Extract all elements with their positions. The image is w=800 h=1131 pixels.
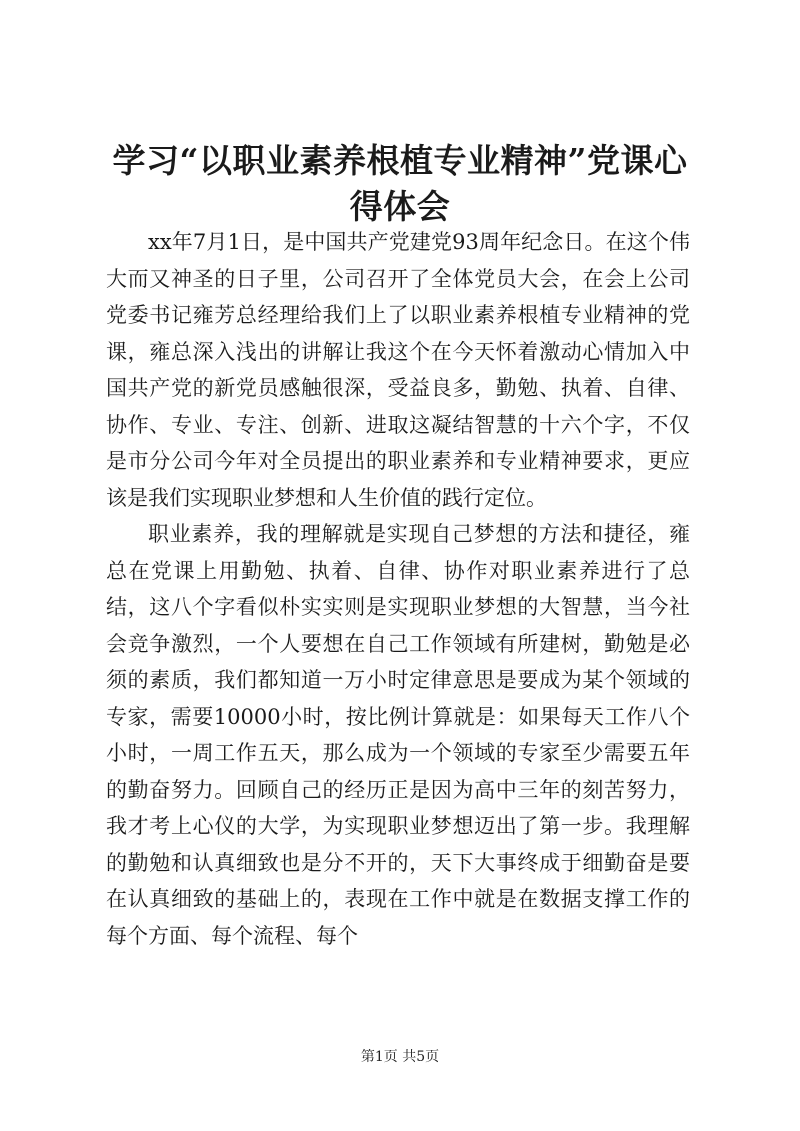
document-body: [106, 224, 690, 954]
document-title: 学习“以职业素养根植专业精神”党课心得体会: [112, 141, 688, 226]
paragraph-1: xx年7月1日，是中国共产党建党93周年纪念日。在这个伟大而又神圣的日子里，公司召开了全体党员大会，在会上公司党委书记雍芳总经理给我们上了以职业素养根植专业精神的党课，雍总深入浅出的讲解让我这个在今天怀着激动心情加入中国共产党的新党员感触很深，受益良多，勤勉、执着、自律、协作、专业、专注、创新、进取这凝结智慧的十六个字，不仅是市分公司今年对全员提出的职业素养和专业精神要求，更应该是我们实现职业梦想和人生价值的践行定位。: [106, 230, 690, 510]
page-footer: 第1页 共5页: [360, 1049, 440, 1065]
paragraph-2: 职业素养，我的理解就是实现自己梦想的方法和捷径，雍总在党课上用勤勉、执着、自律、协作对职业素养进行了总结，这八个字看似朴实实则是实现职业梦想的大智慧，当今社会竞争激烈，一个人要想在自己工作领域有所建树，勤勉是必须的素质，我们都知道一万小时定律意思是要成为某个领域的专家，需要10000小时，按比例计算就是：如果每天工作八个小时，一周工作五天，那么成为一个领域的专家至少需要五年的勤奋努力。回顾自己的经历正是因为高中三年的刻苦努力，我才考上心仪的大学，为实现职业梦想迈出了第一步。我理解的勤勉和认真细致也是分不开的，天下大事终成于细勤奋是要在认真细致的基础上的，表现在工作中就是在数据支撑工作的每个方面、每个流程、每个: [106, 522, 690, 948]
